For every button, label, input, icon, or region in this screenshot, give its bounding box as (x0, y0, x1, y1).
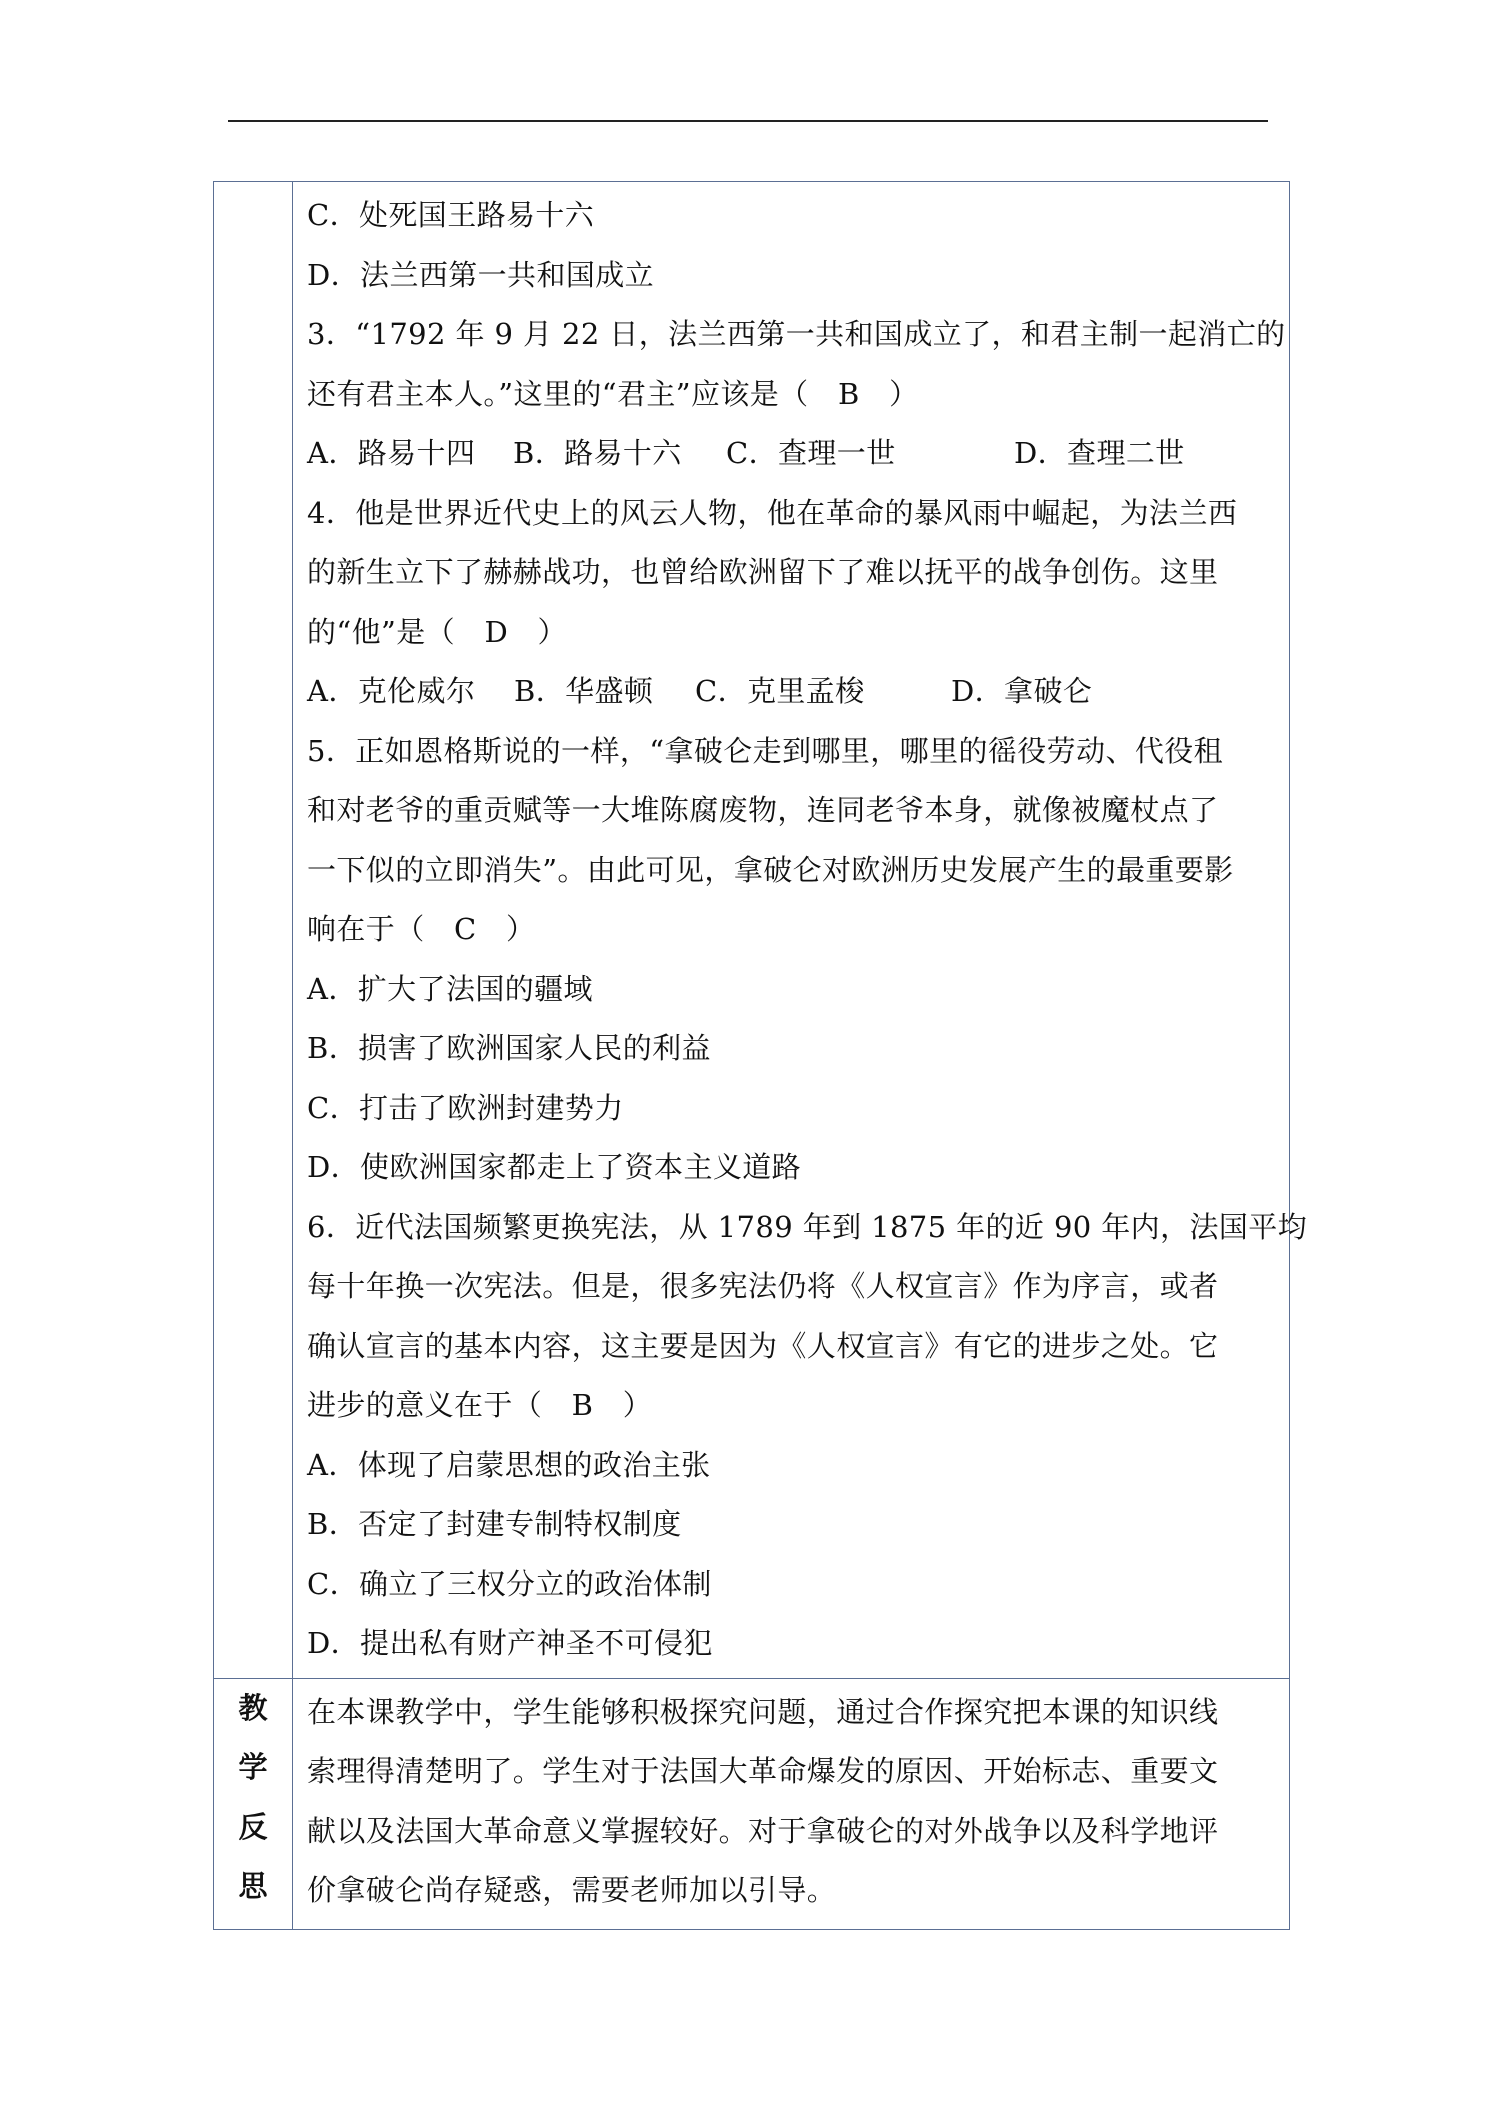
header-rule (228, 120, 1268, 122)
q5-option-d: D．使欧洲国家都走上了资本主义道路 (307, 1150, 802, 1184)
lesson-table (213, 181, 1308, 1930)
q4-options (307, 662, 1277, 722)
q4-option-b: B．华盛顿 (514, 674, 654, 708)
q5-option-c: C．打击了欧洲封建势力 (307, 1090, 624, 1125)
q6-stem-line: 进步的意义在于（ B ） (307, 1388, 653, 1422)
exercises-content-cell (293, 182, 1308, 1679)
q6-option-d: D．提出私有财产神圣不可侵犯 (307, 1626, 713, 1660)
exercises-label-cell (214, 182, 293, 1679)
q6-stem-line: 6．近代法国频繁更换宪法，从 1789 年到 1875 年的近 90 年内，法国平均 (307, 1209, 1308, 1244)
q3-options (307, 424, 1277, 484)
q4-stem-line: 的新生立下了赫赫战功，也曾给欧洲留下了难以抚平的战争创伤。这里 (307, 555, 1219, 589)
exercises-row (214, 182, 1290, 1679)
reflection-label-char: 反 (238, 1809, 268, 1844)
q6-stem-line: 确认宣言的基本内容，这主要是因为《人权宣言》有它的进步之处。它 (307, 1328, 1219, 1363)
reflection-line: 价拿破仑尚存疑惑，需要老师加以引导。 (307, 1873, 837, 1907)
q4-stem-line: 4．他是世界近代史上的风云人物，他在革命的暴风雨中崛起，为法兰西 (307, 495, 1238, 530)
reflection-label-char: 教 (238, 1690, 268, 1725)
reflection-line: 在本课教学中，学生能够积极探究问题，通过合作探究把本课的知识线 (307, 1694, 1219, 1729)
q3-option-b: B．路易十六 (513, 436, 682, 470)
q4-stem-line: 的“他”是（ D ） (307, 614, 567, 649)
q3-stem-line: 还有君主本人。”这里的“君主”应该是（ B ） (307, 376, 919, 411)
q4-option-c: C．克里孟梭 (695, 674, 865, 708)
reflection-content-cell (293, 1678, 1290, 1929)
q5-option-b: B．损害了欧洲国家人民的利益 (307, 1031, 711, 1065)
q2-option-c: C．处死国王路易十六 (307, 198, 595, 232)
q5-stem-line: 和对老爷的重贡赋等一大堆陈腐废物，连同老爷本身，就像被魔杖点了 (307, 793, 1219, 827)
q5-option-a: A．扩大了法国的疆域 (307, 971, 593, 1006)
q5-stem-line: 5．正如恩格斯说的一样，“拿破仑走到哪里，哪里的徭役劳动、代役租 (307, 733, 1224, 768)
reflection-row (214, 1678, 1290, 1929)
q3-option-c: C．查理一世 (726, 436, 896, 470)
q3-option-a: A．路易十四 (307, 436, 476, 470)
q3-stem-line: 3．“1792 年 9 月 22 日，法兰西第一共和国成立了，和君主制一起消亡的 (307, 317, 1286, 351)
q3-option-d: D．查理二世 (1014, 436, 1185, 470)
q4-option-a: A．克伦威尔 (307, 674, 476, 708)
q6-stem-line: 每十年换一次宪法。但是，很多宪法仍将《人权宣言》作为序言，或者 (307, 1269, 1219, 1303)
q5-stem-line: 响在于（ C ） (307, 912, 536, 946)
reflection-label-cell (214, 1678, 293, 1929)
q5-stem-line: 一下似的立即消失”。由此可见，拿破仑对欧洲历史发展产生的最重要影 (307, 852, 1234, 887)
q2-option-d: D．法兰西第一共和国成立 (307, 257, 655, 292)
q6-option-c: C．确立了三权分立的政治体制 (307, 1566, 712, 1601)
q6-option-a: A．体现了启蒙思想的政治主张 (307, 1447, 711, 1482)
reflection-label-char: 学 (238, 1750, 268, 1784)
reflection-label-char: 思 (238, 1869, 268, 1903)
q4-option-d: D．拿破仑 (951, 674, 1093, 708)
q6-option-b: B．否定了封建专制特权制度 (307, 1507, 682, 1541)
reflection-line: 索理得清楚明了。学生对于法国大革命爆发的原因、开始标志、重要文 (307, 1754, 1219, 1788)
reflection-line: 献以及法国大革命意义掌握较好。对于拿破仑的对外战争以及科学地评 (307, 1813, 1219, 1848)
